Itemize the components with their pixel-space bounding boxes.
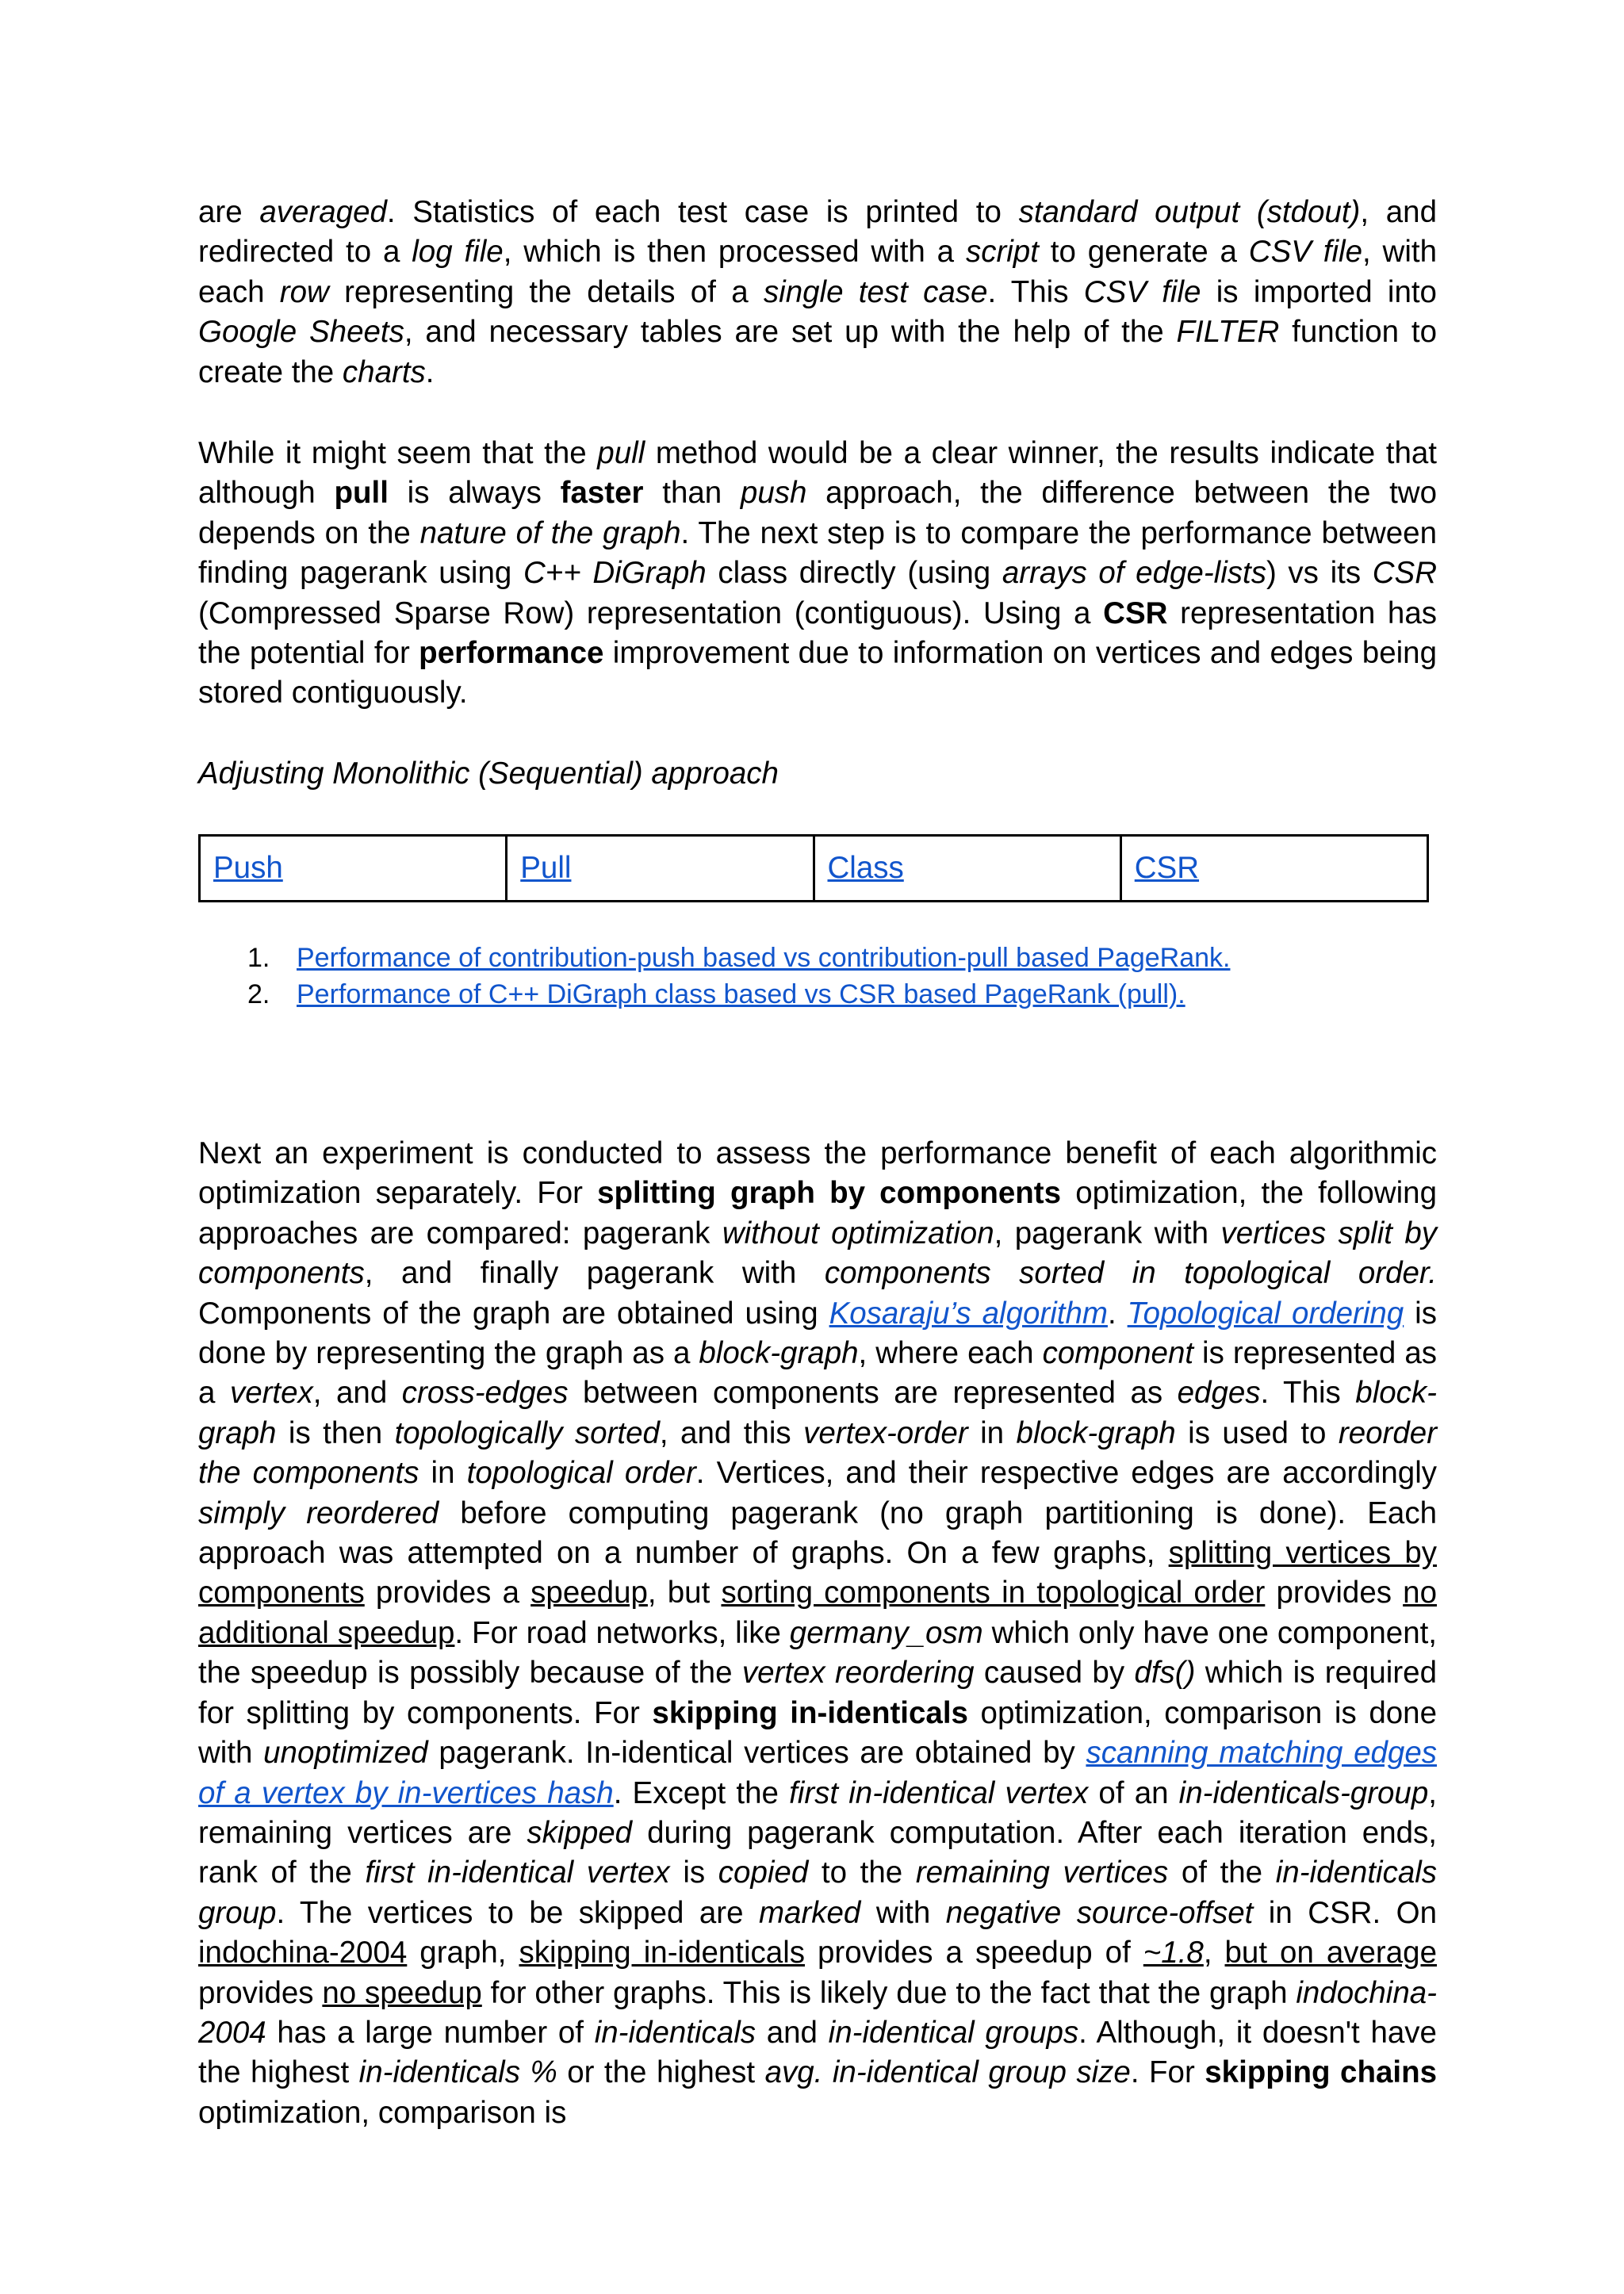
nav-cell-pull [507,836,814,902]
emphasis: ~1.8 [1143,1936,1204,1970]
text-span: , remaining vertices are [198,1775,1437,1850]
emphasis: averaged [259,195,387,229]
strong: pull [334,476,389,511]
text-span: in [967,1415,1017,1450]
text-span: pagerank. In-identical vertices are obtained by [427,1736,1086,1771]
emphasis: vertices split by components [198,1216,1437,1291]
text-span: . Vertices, and their respective edges are accordingly [695,1456,1437,1491]
emphasis: in-identicals-group [1178,1775,1429,1810]
text-span: and [756,2015,829,2050]
text-span: provides a speedup of [805,1936,1143,1970]
text-span: provides [1265,1576,1404,1610]
topological-ordering-link[interactable] [1128,1296,1404,1331]
emphasis: first in-identical vertex [789,1775,1089,1810]
text-span: , which is then processed with a [503,235,966,270]
underlined-text: splitting vertices by components [198,1536,1437,1610]
strong: performance [419,636,604,671]
emphasis: avg. in-identical group size [764,2055,1131,2090]
underlined-italic [1143,1936,1204,1970]
text-span: , pagerank with [994,1216,1221,1250]
text-span: approach, the difference between the two depends on the [198,476,1438,550]
text-span: in CSR. On [1253,1895,1438,1930]
emphasis: germany_osm [789,1615,983,1650]
text-span: with [860,1895,946,1930]
emphasis: dfs() [1134,1656,1196,1691]
emphasis: unoptimized [263,1736,428,1771]
underlined-text: indochina-2004 [198,1936,408,1970]
list-item [198,940,1230,976]
emphasis: block-graph [699,1336,859,1371]
text-span: are [198,195,260,229]
text-span: caused by [974,1656,1135,1691]
paragraph-push-vs-pull [198,434,1437,714]
emphasis: marked [758,1895,861,1930]
text-span: method would be a clear winner, the results indicate that although [198,436,1437,511]
text-span: . Although, it doesn't have the highest [198,2015,1437,2090]
paragraph-optimizations [198,1134,1437,2133]
text-span: Next an experiment is conducted to assess the performance benefit of each algorithmic optimization separately. For [198,1136,1437,1211]
strong: faster [560,476,644,511]
text-span: has a large number of [266,2015,595,2050]
underlined-text: sorting components in topological order [721,1576,1266,1610]
emphasis: vertex-order [803,1415,968,1450]
strong: skipping chains [1205,2055,1438,2090]
text-span: , [1203,1936,1225,1970]
emphasis: remaining vertices [915,1855,1169,1890]
text-span: . The vertices to be skipped are [276,1895,759,1930]
text-span: between components are represented as [568,1376,1178,1411]
emphasis: charts [342,354,426,389]
text-span: is imported into [1201,274,1437,309]
emphasis: row [279,274,329,309]
strong: skipping in-identicals [652,1695,968,1730]
text-span: during pagerank computation. After each iteration ends, rank of the [198,1815,1437,1890]
kosaraju-link[interactable] [829,1296,1108,1331]
text-span: of an [1088,1775,1179,1810]
text-span: is represented as a [198,1336,1437,1411]
emphasis: CSR [1372,556,1438,591]
paragraph-test-statistics [198,193,1437,393]
emphasis: vertex [229,1376,313,1411]
emphasis: single test case [763,274,988,309]
text-span: , and [312,1376,402,1411]
text-span: . This [1260,1376,1356,1411]
list-item [198,976,1230,1013]
text-span: graph, [407,1936,519,1970]
nav-cell-class [814,836,1120,902]
emphasis: Google Sheets [198,315,404,350]
text-span: optimization, comparison is done with [198,1695,1437,1771]
emphasis: CSV file [1248,235,1363,270]
text-span: Components of the graph are obtained using [198,1296,829,1331]
text-span: optimization, comparison is [198,2095,567,2130]
text-span: . Statistics of each test case is printed to [386,195,1019,229]
nav-cell-csr [1120,836,1427,902]
text-span: before computing pagerank (no graph partitioning is done). Each approach was attempted on a number of graphs. On a few graphs, [198,1496,1437,1571]
underlined-text: no additional speedup [198,1576,1437,1650]
csr-link[interactable]: CSR [1134,851,1200,885]
emphasis: script [965,235,1039,270]
emphasis: CSV file [1083,274,1201,309]
section-heading: Adjusting Monolithic (Sequential) approach [198,756,779,791]
pull-link[interactable]: Pull [520,851,572,885]
text-span: . [1107,1296,1128,1331]
nav-table-row [200,836,1428,902]
text-span: representing the details of a [328,274,764,309]
text-span: representation has the potential for [198,596,1438,671]
emphasis: cross-edges [401,1376,569,1411]
text-span: is [669,1855,718,1890]
text-span: . For [1130,2055,1205,2090]
emphasis: block-graph [1016,1415,1176,1450]
emphasis: reorder the components [198,1415,1438,1491]
push-vs-pull-link[interactable]: Performance of contribution-push based vs contribution-pull based PageRank. [297,943,1231,973]
text-span: . This [987,274,1084,309]
text-span: optimization, the following approaches are compared: pagerank [198,1176,1437,1250]
emphasis: negative source-offset [945,1895,1254,1930]
emphasis: topological order [466,1456,696,1491]
underlined-text: no speedup [322,1975,482,2010]
text-span: provides [198,1975,323,2010]
text-span: class directly (using [706,556,1002,591]
emphasis: arrays of edge-lists [1002,556,1266,591]
emphasis: push [740,476,807,511]
emphasis: simply reordered [198,1496,439,1530]
emphasis: block-graph [198,1376,1437,1450]
text-span: , and this [659,1415,804,1450]
text-span: , where each [858,1336,1043,1371]
emphasis: in-identicals group [198,1855,1438,1930]
text-span: which only have one component, the speedup is possibly because of the [198,1615,1438,1691]
emphasis: nature of the graph [419,515,681,550]
emphasis: component [1042,1336,1194,1371]
text-span: is done by representing the graph as a [198,1296,1437,1371]
text-span: While it might seem that the [198,436,598,470]
text-span: improvement due to information on vertices and edges being stored contiguously. [198,636,1437,710]
text-span: , and finally pagerank with [364,1256,825,1291]
push-link[interactable]: Push [213,851,283,885]
text-span: for other graphs. This is likely due to the fact that the graph [481,1975,1297,2010]
emphasis: Kosaraju’s algorithm [829,1296,1108,1331]
text-span: , and necessary tables are set up with the help of the [404,315,1177,350]
emphasis: scanning matching edges of a vertex by in-vertices hash [198,1736,1437,1810]
text-span: provides a [364,1576,531,1610]
emphasis: indochina-2004 [198,1975,1437,2050]
underlined-text: speedup [530,1576,648,1610]
nav-cell-push [200,836,507,902]
emphasis: copied [718,1855,809,1890]
links-list [198,940,1230,1013]
text-span: is then [276,1415,395,1450]
strong: splitting graph by components [597,1176,1062,1211]
emphasis: components sorted in topological order. [824,1256,1438,1291]
text-span: , but [647,1576,722,1610]
class-vs-csr-link[interactable]: Performance of C++ DiGraph class based vs CSR based PageRank (pull). [297,979,1185,1009]
list-number: 1. [247,943,270,973]
text-span: in [419,1456,467,1491]
text-span: to generate a [1038,235,1249,270]
emphasis: in-identicals % [358,2055,557,2090]
underlined-text: but on average [1224,1936,1437,1970]
text-span: , and redirected to a [198,195,1438,270]
emphasis: FILTER [1176,315,1280,350]
class-link[interactable]: Class [827,851,904,885]
text-span: is used to [1175,1415,1339,1450]
text-span: than [643,476,741,511]
emphasis: first in-identical vertex [365,1855,670,1890]
text-span: (Compressed Sparse Row) representation (contiguous). Using a [198,596,1104,630]
text-span: function to create the [198,315,1437,389]
text-span: , with each [198,235,1438,309]
emphasis: in-identical groups [828,2015,1079,2050]
emphasis: edges [1177,1376,1261,1411]
text-span: . For road networks, like [454,1615,790,1650]
text-span: which is required for splitting by components. For [198,1656,1438,1730]
emphasis: topologically sorted [394,1415,660,1450]
text-span: . The next step is to compare the performance between finding pagerank using [198,515,1437,591]
emphasis: Topological ordering [1127,1296,1404,1331]
text-span: . [425,354,435,389]
emphasis: vertex reordering [741,1656,975,1691]
emphasis: pull [597,436,645,470]
emphasis: standard output (stdout) [1018,195,1361,229]
emphasis: C++ DiGraph [523,556,707,591]
text-span: ) vs its [1266,556,1373,591]
text-span: is always [388,476,561,511]
underlined-text: skipping in-identicals [519,1936,806,1970]
nav-table [198,834,1429,902]
strong: CSR [1103,596,1168,630]
list-number: 2. [247,979,270,1009]
emphasis: skipped [527,1815,633,1850]
emphasis: log file [412,235,504,270]
text-span: of the [1168,1855,1276,1890]
emphasis: in-identicals [594,2015,756,2050]
text-span: . Except the [613,1775,790,1810]
text-span: to the [808,1855,916,1890]
emphasis: without optimization [722,1216,994,1250]
text-span: or the highest [557,2055,765,2090]
